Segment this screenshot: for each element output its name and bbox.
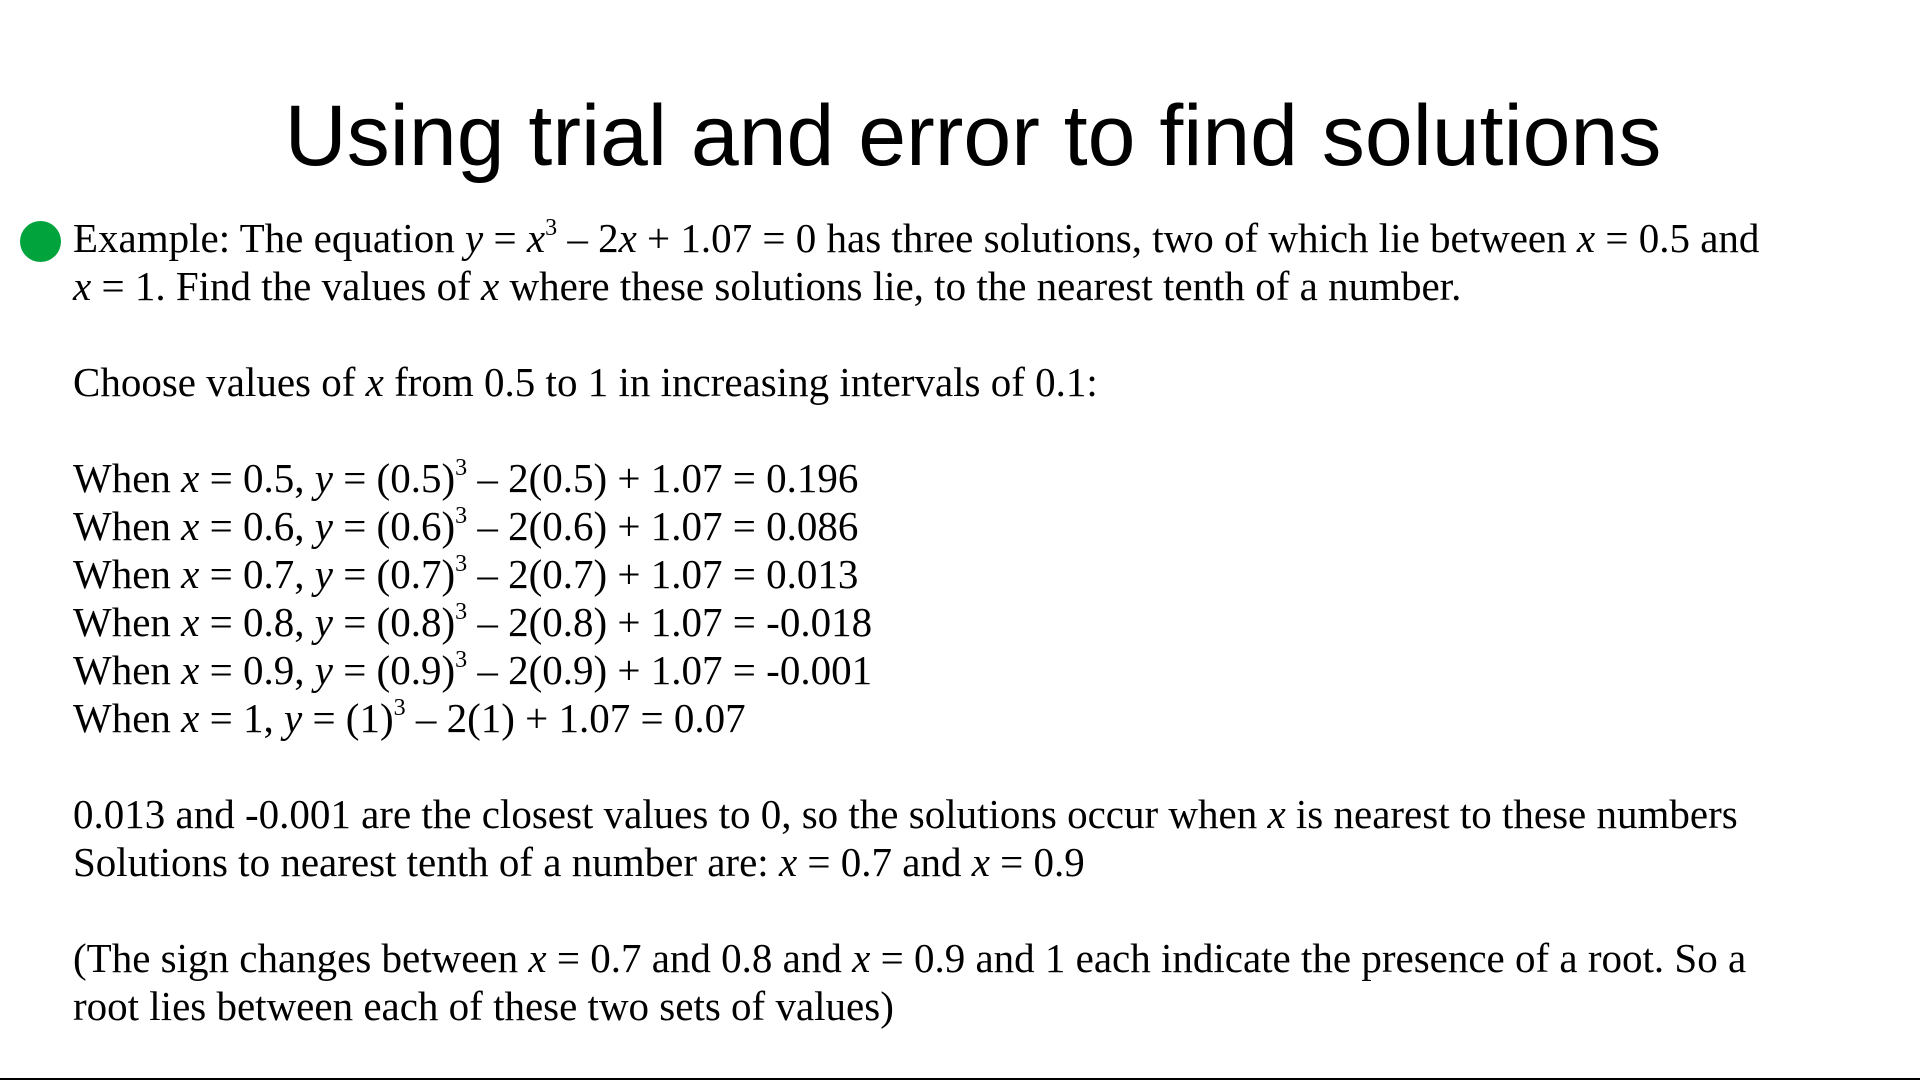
conclusion-line-1: 0.013 and -0.001 are the closest values to 0, so the solutions occur when x is nearest to these numbers [73, 791, 1738, 837]
example-line-2: x = 1. Find the values of x where these solutions lie, to the nearest tenth of a number. [73, 263, 1462, 309]
trial-line: When x = 1, $y = (1)^3 - 2(1) + 1.07 = 0.07$ [73, 695, 746, 741]
bullet-dot-icon [20, 221, 61, 262]
conclusion-line-2: Solutions to nearest tenth of a number are: x = 0.7 and x = 0.9 [73, 839, 1085, 885]
trial-line: When x = 0.8, $y = (0.8)^3 - 2(0.8) + 1.07 = -0.018$ [73, 599, 873, 645]
note-line-1: (The sign changes between x = 0.7 and 0.8 and x = 0.9 and 1 each indicate the presence of a root. So a [73, 935, 1747, 981]
note-line-2: root lies between each of these two sets of values) [73, 983, 894, 1029]
slide-body [73, 214, 1893, 1030]
trial-line: When x = 0.5, $y = (0.5)^3 - 2(0.5) + 1.07 = 0.196$ [73, 455, 859, 501]
slide-title: Using trial and error to find solutions [284, 88, 1662, 184]
trial-line: When x = 0.6, $y = (0.6)^3 - 2(0.6) + 1.07 = 0.086$ [73, 503, 859, 549]
trial-line: When x = 0.7, $y = (0.7)^3 - 2(0.7) + 1.07 = 0.013$ [73, 551, 859, 597]
trial-line: When x = 0.9, $y = (0.9)^3 - 2(0.9) + 1.07 = -0.001$ [73, 647, 873, 693]
choose-values-line: Choose values of x from 0.5 to 1 in increasing intervals of 0.1: [73, 359, 1098, 405]
example-line-1: Example: The equation $y = x^3 - 2x + 1.07 = 0$ has three solutions, two of which lie between x = 0.5 and [73, 215, 1760, 261]
